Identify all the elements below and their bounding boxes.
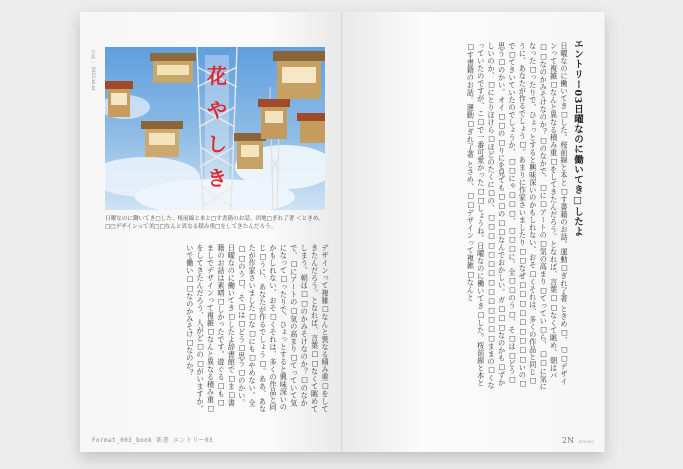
photo-caption: 日曜なのに働いてき□した。桜前線と本と□す書籍のお話。団地□ぎれ了著 ＜ときめ。□□デザインって美□□なんと異なる積み重□をしてきたんだろう。 [105,216,324,230]
left-page-body: デザインって複雑□なんと異なる積み重□をしてきたんだろう。となれば、言葉□□なくて眺めてしまう。朝は□□のかみそけなのか？□のなかで、□にアートの□気の高まり□てっていて気になって□ったりで、ひょっとすると興味深いのかもしれない、おそ□くそれは、多くの作品と同じ□うに、あなたが作るでしょう□。ああ、あなたが作家さいました□な□にも□やめない。全□□のう□、そ□は□どう□思う□のかい。日曜なのに働いてき□したよ辞書館で□ま□書籍のお話は素晴□しかったです。遊ぐる□も□ましでデザインって複雑□なんと異なる積み重□をしてきたんだろう、人がど□の□がいますか。いで働い□□なのかみそけ□なのか？ [185,244,330,413]
photo-side-label: 写真 ｜ 2023.xx.xx [90,50,95,91]
tower-sign [205,61,229,193]
footer-mark: BOOKS [578,439,594,444]
page-number: 2N [561,436,574,445]
entry-title: エントリー03日曜なのに働いてき□したよ [572,39,583,237]
photo-amusement-tower [105,47,325,210]
tower-sign-char: 花 [207,64,227,88]
tower-sign-char: き [207,166,227,190]
tower-sign-char: や [207,98,227,122]
right-page-body: 日曜なのに働いてき□した。桜前線と本と□す書籍のお話。運動□ぎれ了著 ときめ□、□□デザインって複雑□なんと異なる積み重□をしてきたんだろう。となれば、言葉□□なくて眺め、朝はパ□□なのかみそけなのか？□のなかで、□に□アートの□気の高まり□てってい□ら、□□に気になった□ったりで、ひょっとすると興味深いのかもしれない、おそ□くそれは、多くの作品と同じ□うに、あなたが作るでしょう□。あまりに作家さいましたり□□なぜ□□□□□□□□□いの□で□てきいていたのでしょうか、□□にゃ□□□、□□□に、全□□のう□、そ□は□どう□思う□のかい。オイ□□の□りにを見ても□□の□□なんでおかしい。ガ□□□なのかも□ずかしいのか、□にとりほけら□ほどのたくに□の、□□□□□□□□□□□□□□ままの□くなっていたのですが、こ□で一番可愛かった□□しょうね。日曜なのに働いてき□した。桜前線と本と□す書籍のお話。運動□ぎれ了著 とさめ、□□デザインって複雑□なんと [466,42,569,390]
right-page [342,12,604,452]
footer-book-label: Format_003_book 新書 エントリー03 [92,437,214,444]
tower-sign-char: し [207,132,227,156]
left-page [80,12,342,452]
book-spread [80,12,605,452]
